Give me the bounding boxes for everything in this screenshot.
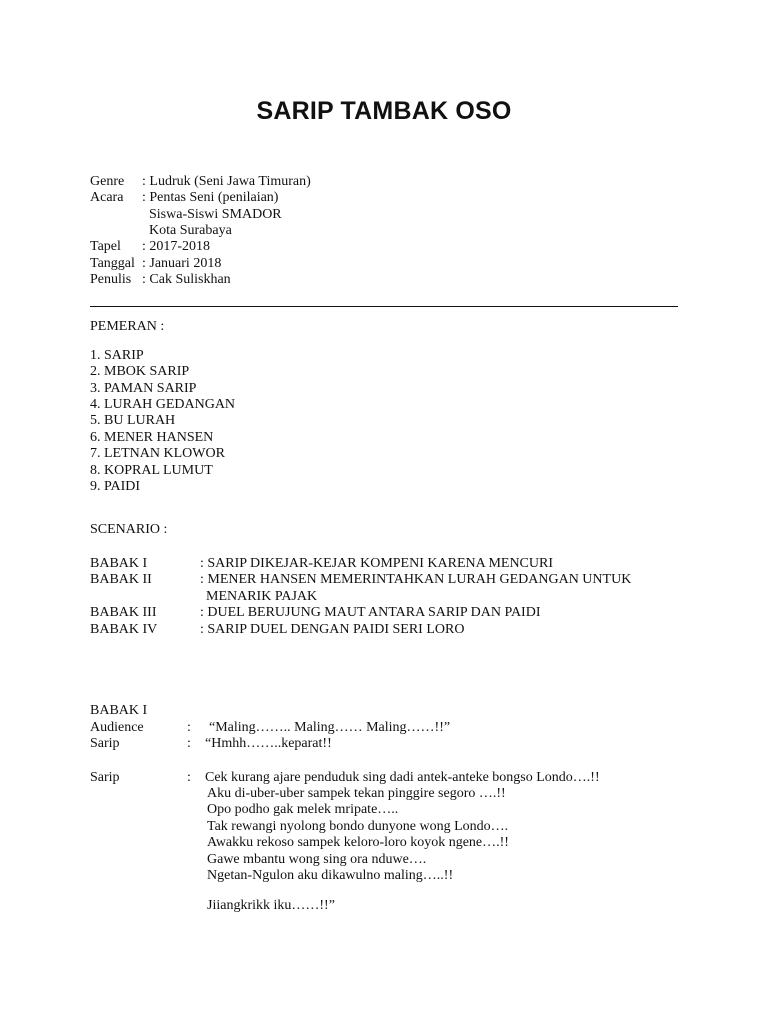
dialog-continuation-line: Tak rewangi nyolong bondo dunyone wong Londo…. (207, 819, 509, 834)
dialog-continuation-line: Aku di-uber-uber sampek tekan pinggire segoro ….!! (207, 786, 506, 801)
acara-value-line-1: : Pentas Seni (penilaian) (142, 190, 279, 205)
tanggal-label: Tanggal (90, 256, 135, 271)
cast-list-item: 9. PAIDI (90, 479, 141, 494)
scenario-act-description: : SARIP DUEL DENGAN PAIDI SERI LORO (200, 622, 465, 637)
scenario-act-description: : SARIP DIKEJAR-KEJAR KOMPENI KARENA MENCURI (200, 556, 554, 571)
scenario-heading: SCENARIO : (90, 522, 168, 537)
dialog-colon: : (187, 736, 191, 751)
scenario-act-label: BABAK II (90, 572, 152, 587)
scenario-act-description-cont: MENARIK PAJAK (206, 589, 318, 604)
dialog-line: Cek kurang ajare penduduk sing dadi antek-anteke bongso Londo….!! (205, 770, 600, 785)
dialog-speaker: Sarip (90, 736, 120, 751)
dialog-speaker: Sarip (90, 770, 120, 785)
penulis-value: : Cak Suliskhan (142, 272, 231, 287)
cast-list-item: 7. LETNAN KLOWOR (90, 446, 225, 461)
cast-list-item: 4. LURAH GEDANGAN (90, 397, 236, 412)
cast-list-item: 3. PAMAN SARIP (90, 381, 197, 396)
cast-list-item: 1. SARIP (90, 348, 144, 363)
dialog-continuation-line: Opo podho gak melek mripate….. (207, 802, 399, 817)
dialog-colon: : (187, 770, 191, 785)
acara-value-line-3: Kota Surabaya (149, 223, 232, 238)
scenario-act-label: BABAK I (90, 556, 148, 571)
tapel-label: Tapel (90, 239, 121, 254)
penulis-label: Penulis (90, 272, 132, 287)
dialog-continuation-line: Awakku rekoso sampek keloro-loro koyok ngene….!! (207, 835, 509, 850)
genre-value: : Ludruk (Seni Jawa Timuran) (142, 174, 311, 189)
dialog-colon: : (187, 720, 191, 735)
act-heading: BABAK I (90, 703, 148, 718)
cast-list-item: 8. KOPRAL LUMUT (90, 463, 213, 478)
genre-label: Genre (90, 174, 125, 189)
dialog-speaker: Audience (90, 720, 144, 735)
dialog-final-line: Jiiangkrikk iku……!!” (207, 898, 335, 913)
cast-list-item: 6. MENER HANSEN (90, 430, 214, 445)
dialog-line: “Hmhh……..keparat!! (205, 736, 332, 751)
scenario-act-label: BABAK IV (90, 622, 158, 637)
dialog-continuation-line: Gawe mbantu wong sing ora nduwe…. (207, 852, 427, 867)
dialog-continuation-line: Ngetan-Ngulon aku dikawulno maling…..!! (207, 868, 454, 883)
dialog-line: “Maling…….. Maling…… Maling……!!” (209, 720, 451, 735)
acara-label: Acara (90, 190, 124, 205)
tanggal-value: : Januari 2018 (142, 256, 222, 271)
scenario-act-description: : MENER HANSEN MEMERINTAHKAN LURAH GEDANGAN UNTUK (200, 572, 632, 587)
scenario-act-label: BABAK III (90, 605, 157, 620)
cast-list-item: 2. MBOK SARIP (90, 364, 190, 379)
pemeran-heading: PEMERAN : (90, 319, 165, 334)
document-title: SARIP TAMBAK OSO (256, 97, 512, 125)
horizontal-divider (90, 306, 678, 307)
scenario-act-description: : DUEL BERUJUNG MAUT ANTARA SARIP DAN PAIDI (200, 605, 541, 620)
tapel-value: : 2017-2018 (142, 239, 211, 254)
cast-list-item: 5. BU LURAH (90, 413, 176, 428)
acara-value-line-2: Siswa-Siswi SMADOR (149, 207, 282, 222)
